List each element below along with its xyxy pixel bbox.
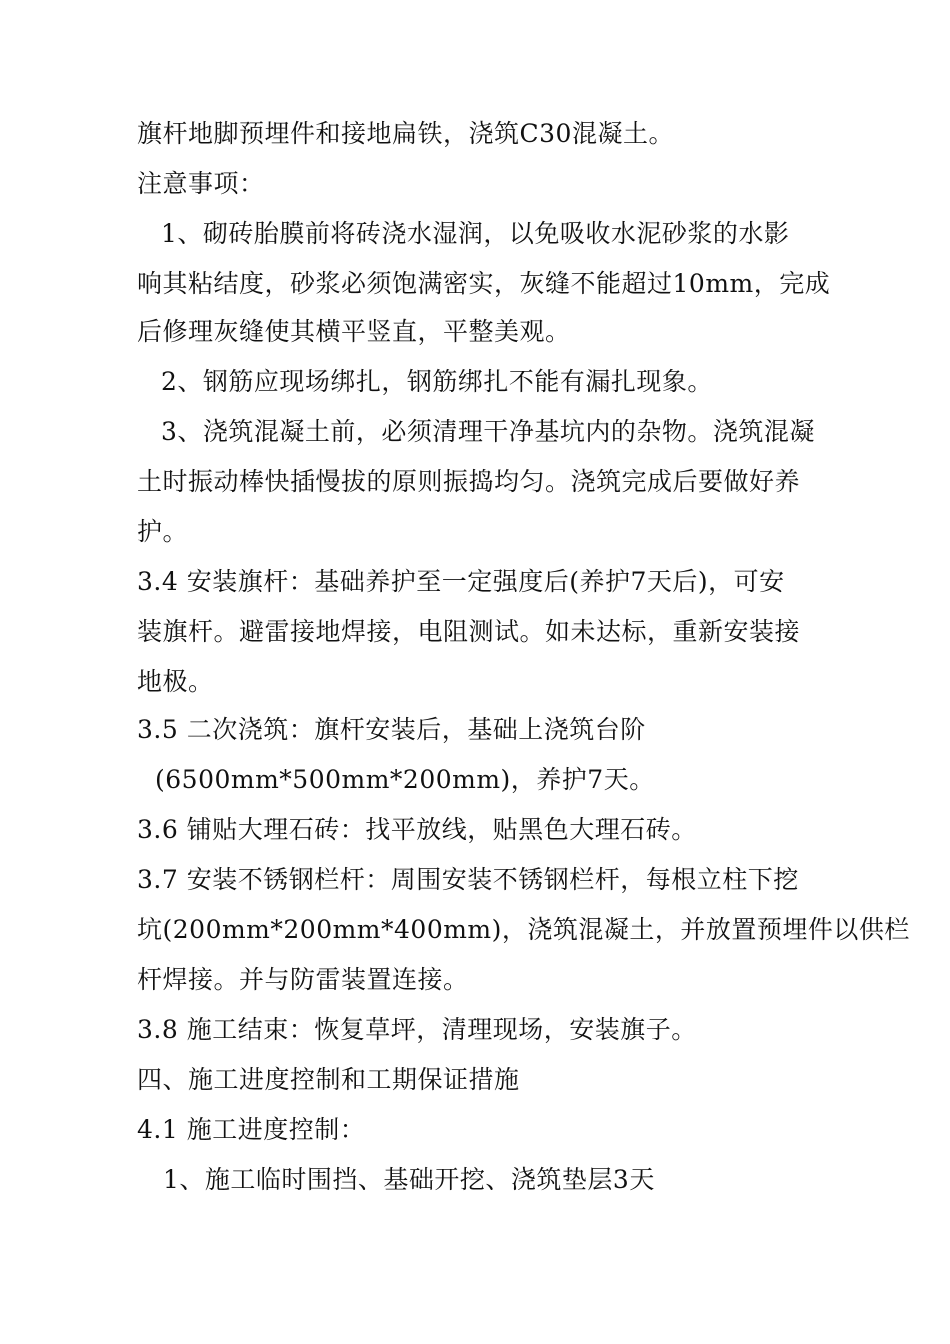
text-line-4: 响其粘结度，砂浆必须饱满密实，灰缝不能超过10mm，完成 [137, 269, 831, 298]
text-line-7: 3、浇筑混凝土前，必须清理干净基坑内的杂物。浇筑混凝 [161, 417, 815, 446]
text-line-12: 地极。 [137, 667, 214, 696]
text-line-18: 杆焊接。并与防雷装置连接。 [137, 965, 469, 994]
text-line-14: (6500mm*500mm*200mm)，养护7天。 [155, 765, 655, 794]
section-heading: 四、施工进度控制和工期保证措施 [137, 1065, 520, 1094]
text-line-11: 装旗杆。避雷接地焊接，电阻测试。如未达标，重新安装接 [137, 617, 801, 646]
text-line-10: 3.4 安装旗杆：基础养护至一定强度后(养护7天后)，可安 [137, 567, 785, 596]
text-line-19: 3.8 施工结束：恢复草坪，清理现场，安装旗子。 [137, 1015, 697, 1044]
text-line-9: 护。 [137, 517, 189, 546]
text-line-1: 旗杆地脚预埋件和接地扁铁，浇筑C30混凝土。 [137, 119, 674, 148]
text-line-3: 1、砌砖胎膜前将砖浇水湿润，以免吸收水泥砂浆的水影 [161, 219, 790, 248]
text-line-15: 3.6 铺贴大理石砖：找平放线，贴黑色大理石砖。 [137, 815, 697, 844]
text-line-16: 3.7 安装不锈钢栏杆：周围安装不锈钢栏杆，每根立柱下挖 [137, 865, 799, 894]
text-line-22: 1、施工临时围挡、基础开挖、浇筑垫层3天 [163, 1165, 655, 1194]
text-line-8: 土时振动棒快插慢拔的原则振捣均匀。浇筑完成后要做好养 [137, 467, 801, 496]
text-line-13: 3.5 二次浇筑：旗杆安装后，基础上浇筑台阶 [137, 715, 646, 744]
subsection-heading: 4.1 施工进度控制： [137, 1115, 366, 1144]
text-line-5: 后修理灰缝使其横平竖直，平整美观。 [137, 317, 571, 346]
text-line-17: 坑(200mm*200mm*400mm)，浇筑混凝土，并放置预埋件以供栏 [137, 915, 910, 944]
text-line-2: 注意事项： [137, 169, 265, 198]
text-line-6: 2、钢筋应现场绑扎，钢筋绑扎不能有漏扎现象。 [161, 367, 713, 396]
